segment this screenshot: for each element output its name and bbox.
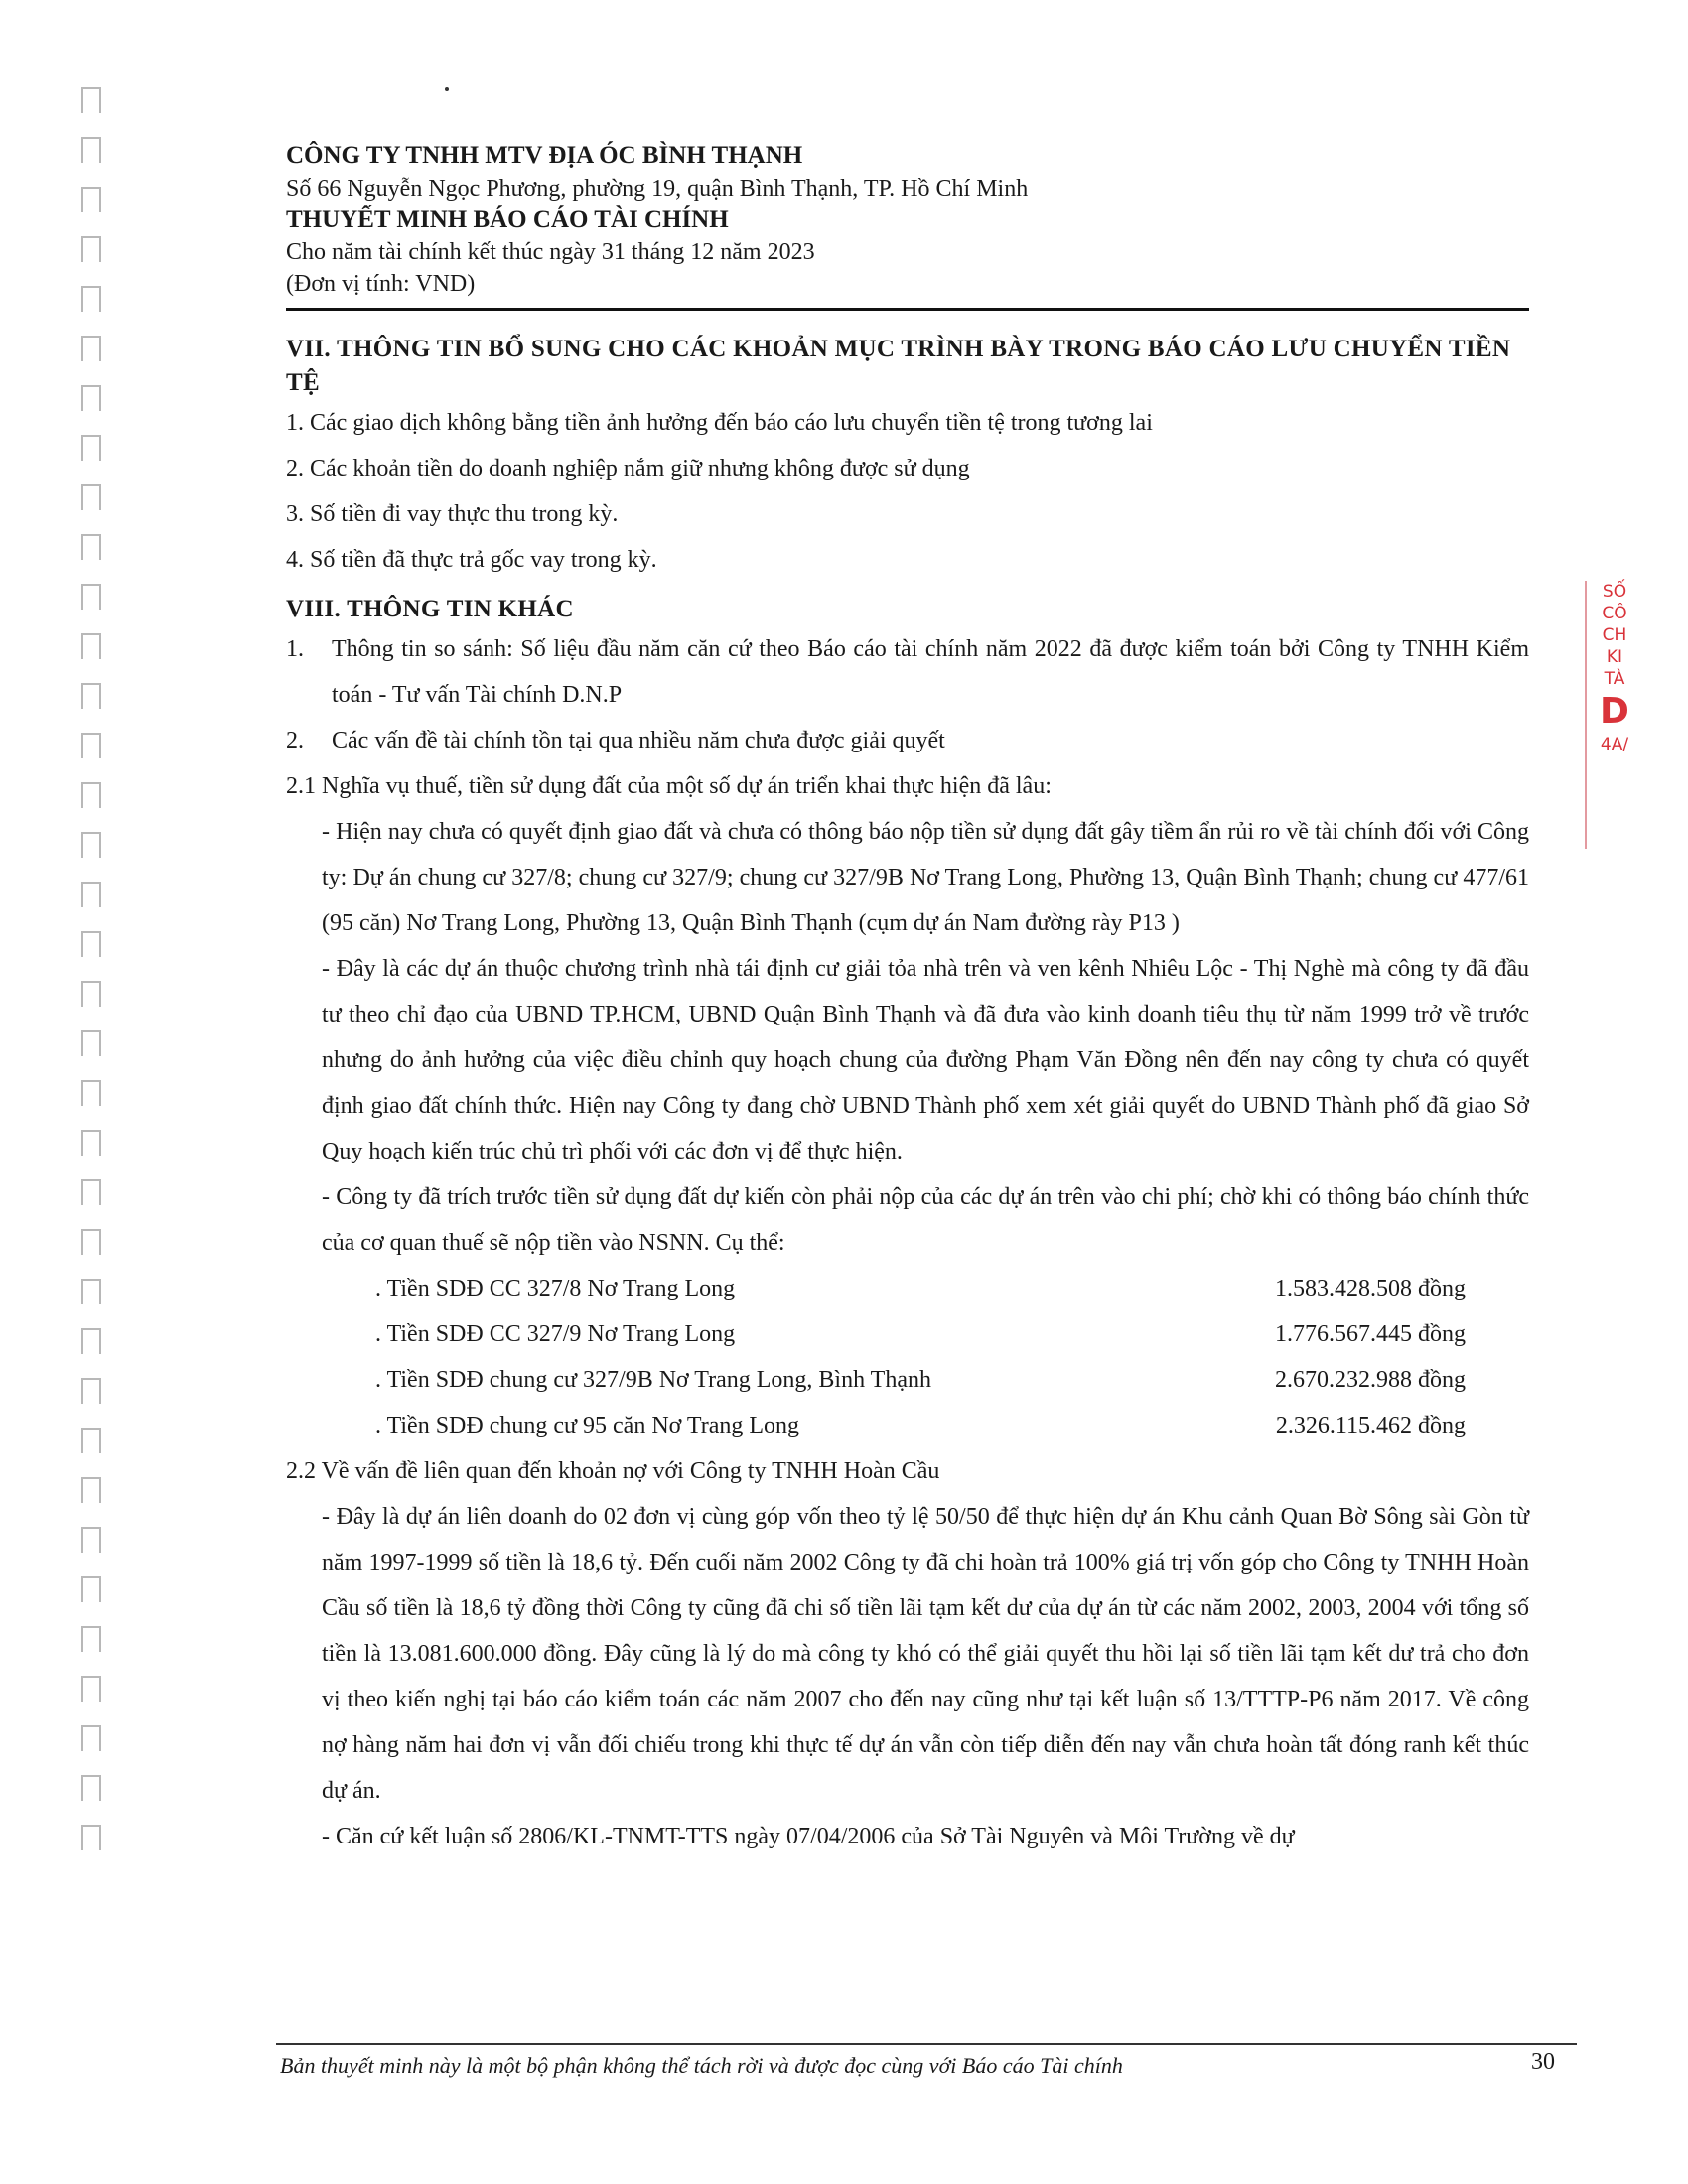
- amount-value: 1.583.428.508 đồng: [1275, 1276, 1466, 1301]
- amount-label: . Tiền SDĐ CC 327/8 Nơ Trang Long: [375, 1276, 736, 1301]
- subsection-2-1-paragraph-1: - Hiện nay chưa có quyết định giao đất và chưa có thông báo nộp tiền sử dụng đất gây tiềm ẩn rủi ro về tài chính đối với Công ty: Dự án chung cư 327/8; chung cư 327/9; chung cư 327/9B Nơ Trang Long, Phường 13, Quận Bình Thạnh; chung cư 477/61 (95 căn) Nơ Trang Long, Phường 13, Quận Bình Thạnh (cụm dự án Nam đường rày P13 ): [322, 819, 1529, 936]
- currency-unit: (Đơn vị tính: VND): [286, 271, 476, 297]
- amount-row: [286, 1357, 1529, 1403]
- subsection-2-2-title: 2.2 Về vấn đề liên quan đến khoản nợ với Công ty TNHH Hoàn Cầu: [286, 1458, 940, 1484]
- section-7-title: VII. THÔNG TIN BỔ SUNG CHO CÁC KHOẢN MỤC TRÌNH BÀY TRONG BÁO CÁO LƯU CHUYỂN TIỀN TỆ: [286, 336, 1511, 396]
- section-8-title: VIII. THÔNG TIN KHÁC: [286, 596, 574, 622]
- land-fee-amounts: [286, 1266, 1529, 1448]
- section-8-item-1: [286, 626, 1529, 718]
- item-text: Thông tin so sánh: Số liệu đầu năm căn cứ theo Báo cáo tài chính năm 2022 đã được kiểm toán bởi Công ty TNHH Kiểm toán - Tư vấn Tài chính D.N.P: [332, 636, 1529, 708]
- section-7-item-2: 2. Các khoản tiền do doanh nghiệp nắm giữ nhưng không được sử dụng: [286, 456, 970, 481]
- item-number: 1.: [286, 636, 304, 662]
- page-number: 30: [1531, 2049, 1555, 2075]
- stamp-line: CÔ: [1602, 604, 1627, 623]
- section-8-item-2: [286, 718, 1529, 763]
- stamp-line: 4A/: [1600, 735, 1629, 754]
- stamp-line: SỐ: [1602, 582, 1627, 602]
- amount-value: 2.326.115.462 đồng: [1275, 1413, 1466, 1438]
- company-name: CÔNG TY TNHH MTV ĐỊA ÓC BÌNH THẠNH: [286, 142, 803, 169]
- amount-row: [286, 1403, 1529, 1448]
- stamp-line: KI: [1606, 647, 1623, 667]
- amount-row: [286, 1311, 1529, 1357]
- document-page: [286, 139, 1529, 1859]
- item-number: 2.: [286, 728, 304, 753]
- stamp-letter: D: [1600, 691, 1629, 732]
- subsection-2-1-paragraph-2: - Đây là các dự án thuộc chương trình nhà tái định cư giải tỏa nhà trên và ven kênh Nhiêu Lộc - Thị Nghè mà công ty đã đầu tư theo chỉ đạo của UBND TP.HCM, UBND Quận Bình Thạnh và đã đưa vào kinh doanh tiêu thụ từ năm 1999 trở về trước nhưng do ảnh hưởng của việc điều chỉnh quy hoạch chung của đường Phạm Văn Đồng nên đến nay công ty chưa có quyết định giao đất chính thức. Hiện nay Công ty đang chờ UBND Thành phố xem xét giải quyết do UBND Thành phố đã giao Sở Quy hoạch kiến trúc chủ trì phối với các đơn vị để thực hiện.: [322, 956, 1529, 1164]
- document-title: THUYẾT MINH BÁO CÁO TÀI CHÍNH: [286, 206, 729, 233]
- header-rule: [286, 308, 1529, 311]
- page-footer: [276, 2043, 1577, 2078]
- amount-row: [286, 1266, 1529, 1311]
- section-7-item-1: 1. Các giao dịch không bằng tiền ảnh hưởng đến báo cáo lưu chuyển tiền tệ trong tương lai: [286, 410, 1153, 436]
- amount-label: . Tiền SDĐ CC 327/9 Nơ Trang Long: [375, 1321, 736, 1347]
- document-header: [286, 139, 1529, 300]
- fiscal-period: Cho năm tài chính kết thúc ngày 31 tháng 12 năm 2023: [286, 239, 815, 265]
- subsection-2-2-paragraph-1: - Đây là dự án liên doanh do 02 đơn vị cùng góp vốn theo tỷ lệ 50/50 để thực hiện dự án Khu cảnh Quan Bờ Sông sài Gòn từ năm 1997-1999 số tiền là 18,6 tỷ. Đến cuối năm 2002 Công ty đã chi hoàn trả 100% giá trị vốn góp cho Công ty TNHH Hoàn Cầu số tiền là 18,6 tỷ đồng thời Công ty cũng đã chi số tiền lãi tạm kết dư của dự án từ các năm 2002, 2003, 2004 với tổng số tiền là 13.081.600.000 đồng. Đây cũng là lý do mà công ty khó có thể giải quyết thu hồi lại số tiền lãi tạm kết dư trả cho đơn vị theo kiến nghị tại báo cáo kiểm toán các năm 2007 cho đến nay cũng như tại kết luận số 13/TTTP-P6 năm 2017. Về công nợ hàng năm hai đơn vị vẫn đối chiếu trong khi thực tế dự án vẫn còn tiếp diễn đến nay vẫn chưa hoàn tất đóng ranh kết thúc dự án.: [322, 1504, 1529, 1804]
- stamp-line: CH: [1602, 625, 1627, 645]
- amount-value: 1.776.567.445 đồng: [1275, 1321, 1466, 1347]
- auditor-stamp: [1585, 581, 1642, 849]
- subsection-2-1-paragraph-3: - Công ty đã trích trước tiền sử dụng đất dự kiến còn phải nộp của các dự án trên vào chi phí; chờ khi có thông báo chính thức của cơ quan thuế sẽ nộp tiền vào NSNN. Cụ thể:: [322, 1184, 1529, 1256]
- subsection-2-2-paragraph-2: - Căn cứ kết luận số 2806/KL-TNMT-TTS ngày 07/04/2006 của Sở Tài Nguyên và Môi Trường về dự: [322, 1824, 1295, 1849]
- section-7-item-4: 4. Số tiền đã thực trả gốc vay trong kỳ.: [286, 547, 657, 573]
- stamp-line: TÀ: [1604, 669, 1625, 689]
- amount-value: 2.670.232.988 đồng: [1275, 1367, 1466, 1393]
- company-address: Số 66 Nguyễn Ngọc Phương, phường 19, quận Bình Thạnh, TP. Hồ Chí Minh: [286, 176, 1029, 202]
- scan-speck: [445, 87, 449, 91]
- section-7-item-3: 3. Số tiền đi vay thực thu trong kỳ.: [286, 501, 619, 527]
- item-text: Các vấn đề tài chính tồn tại qua nhiều năm chưa được giải quyết: [332, 728, 945, 753]
- binding-holes: [81, 87, 113, 1874]
- subsection-2-1-title: 2.1 Nghĩa vụ thuế, tiền sử dụng đất của một số dự án triển khai thực hiện đã lâu:: [286, 773, 1052, 799]
- amount-label: . Tiền SDĐ chung cư 95 căn Nơ Trang Long: [375, 1413, 800, 1438]
- footer-note: Bản thuyết minh này là một bộ phận không thể tách rời và được đọc cùng với Báo cáo Tài chính: [280, 2053, 1123, 2078]
- amount-label: . Tiền SDĐ chung cư 327/9B Nơ Trang Long, Bình Thạnh: [375, 1367, 931, 1393]
